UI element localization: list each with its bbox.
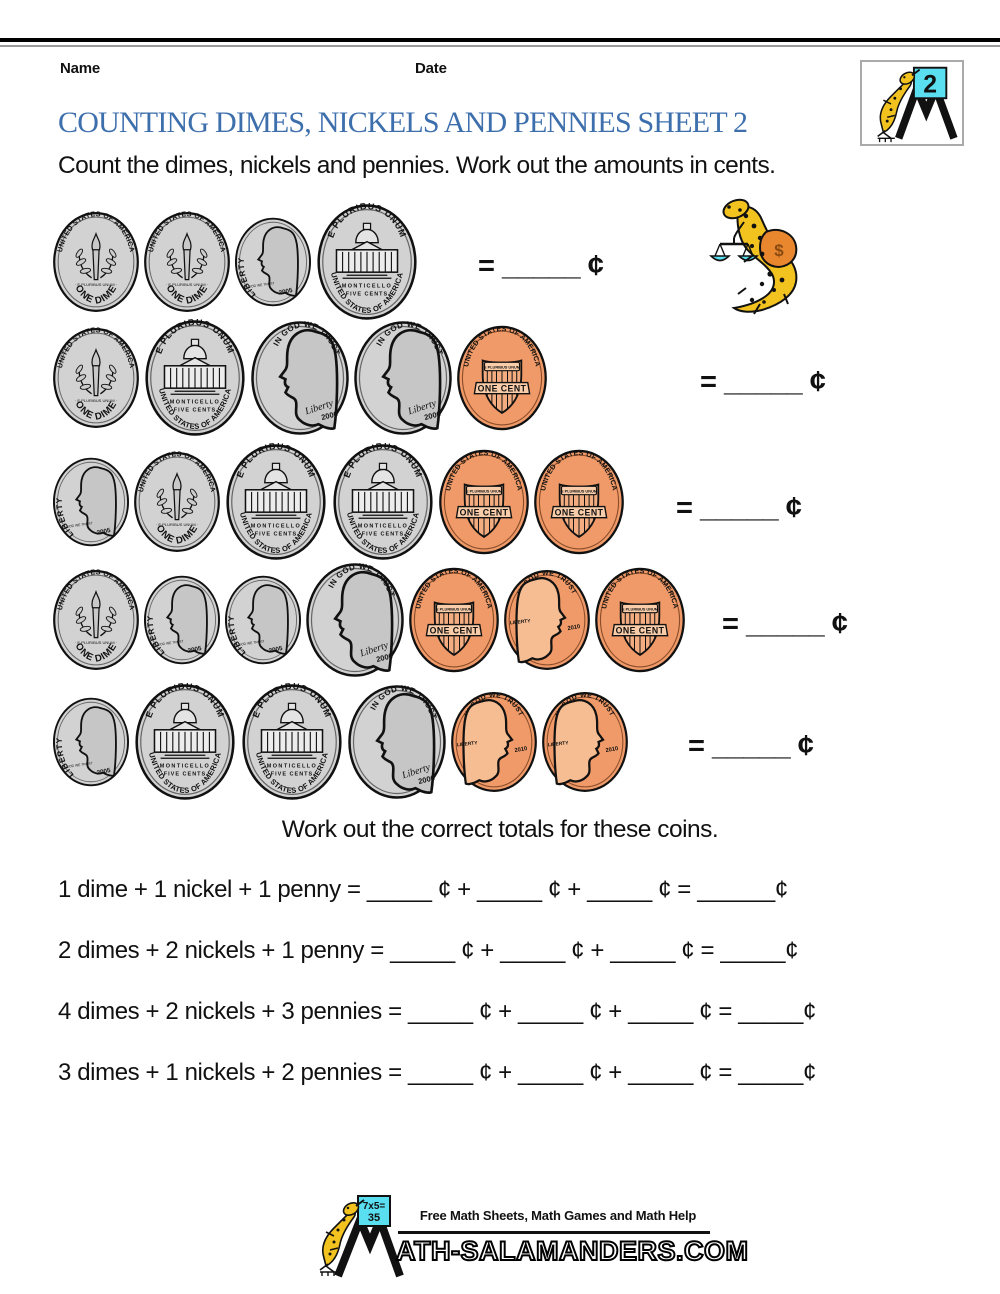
coin-penny-front <box>503 566 591 674</box>
problem-line-2: 2 dimes + 2 nickels + 1 penny = _____ ¢ + _____ ¢ + _____ ¢ = _____¢ <box>58 937 799 964</box>
coin-row-1 <box>52 202 419 322</box>
coin-penny-front <box>450 688 538 796</box>
coin-nickel-front <box>305 561 405 679</box>
top-rule <box>0 38 1000 42</box>
badge-art <box>862 62 962 144</box>
money-bag-symbol: $ <box>774 241 784 260</box>
coin-dime-front <box>52 690 130 794</box>
corner-badge <box>860 60 964 146</box>
problem-line-3: 4 dimes + 2 nickels + 3 pennies = _____ ¢ + _____ ¢ + _____ ¢ = _____¢ <box>58 998 816 1025</box>
coin-row-4 <box>52 560 686 680</box>
coin-penny-back <box>456 323 548 433</box>
answer-blank-1: = _____ ¢ <box>478 250 604 282</box>
coin-nickel-back <box>143 319 247 437</box>
coin-dime-back <box>143 209 231 315</box>
footer-site-name: ATH-SALAMANDERS.COM <box>396 1236 749 1266</box>
answer-blank-4: = _____ ¢ <box>722 608 848 640</box>
footer-rule <box>398 1231 710 1234</box>
footer <box>310 1192 749 1284</box>
coin-dime-front <box>224 568 302 672</box>
top-rule-thin <box>0 45 1000 47</box>
coin-dime-back <box>52 567 140 673</box>
name-label: Name <box>60 60 101 77</box>
coin-nickel-back <box>240 683 344 801</box>
coin-row-5 <box>52 682 629 802</box>
footer-board-line2: 35 <box>367 1212 381 1224</box>
coin-dime-front <box>52 450 130 554</box>
answer-blank-2: = _____ ¢ <box>700 366 826 398</box>
footer-logo-salamander-icon <box>310 1192 406 1278</box>
coin-dime-back <box>52 209 140 315</box>
date-label: Date <box>415 60 447 77</box>
coin-nickel-back <box>315 203 419 321</box>
instruction-text: Count the dimes, nickels and pennies. Work out the amounts in cents. <box>58 152 776 179</box>
coin-nickel-back <box>331 443 435 561</box>
footer-board-line1: 7x5= <box>362 1201 386 1212</box>
answer-blank-5: = _____ ¢ <box>688 730 814 762</box>
coin-dime-front <box>143 568 221 672</box>
coin-nickel-back <box>224 443 328 561</box>
coin-penny-back <box>438 447 530 557</box>
problem-line-4: 3 dimes + 1 nickels + 2 pennies = _____ ¢ + _____ ¢ + _____ ¢ = _____¢ <box>58 1059 816 1086</box>
section-heading: Work out the correct totals for these coins. <box>281 816 719 843</box>
page-title: COUNTING DIMES, NICKELS AND PENNIES SHEET 2 <box>58 106 748 139</box>
problem-line-1: 1 dime + 1 nickel + 1 penny = _____ ¢ + _____ ¢ + _____ ¢ = ______¢ <box>58 876 788 903</box>
answer-blank-3: = _____ ¢ <box>676 492 802 524</box>
coin-penny-back <box>533 447 625 557</box>
coin-penny-back <box>408 565 500 675</box>
coin-nickel-front <box>347 683 447 801</box>
coin-dime-back <box>133 449 221 555</box>
footer-tagline: Free Math Sheets, Math Games and Math Help <box>419 1208 697 1223</box>
coin-dime-front <box>234 210 312 314</box>
coin-row-2 <box>52 318 548 438</box>
coin-dime-back <box>52 325 140 431</box>
coin-penny-back <box>594 565 686 675</box>
coin-nickel-back <box>133 683 237 801</box>
coin-nickel-front <box>353 319 453 437</box>
badge-number: 2 <box>923 71 938 99</box>
coin-penny-front <box>541 688 629 796</box>
mascot-salamander-icon <box>700 196 832 324</box>
coin-nickel-front <box>250 319 350 437</box>
coin-row-3 <box>52 442 625 562</box>
